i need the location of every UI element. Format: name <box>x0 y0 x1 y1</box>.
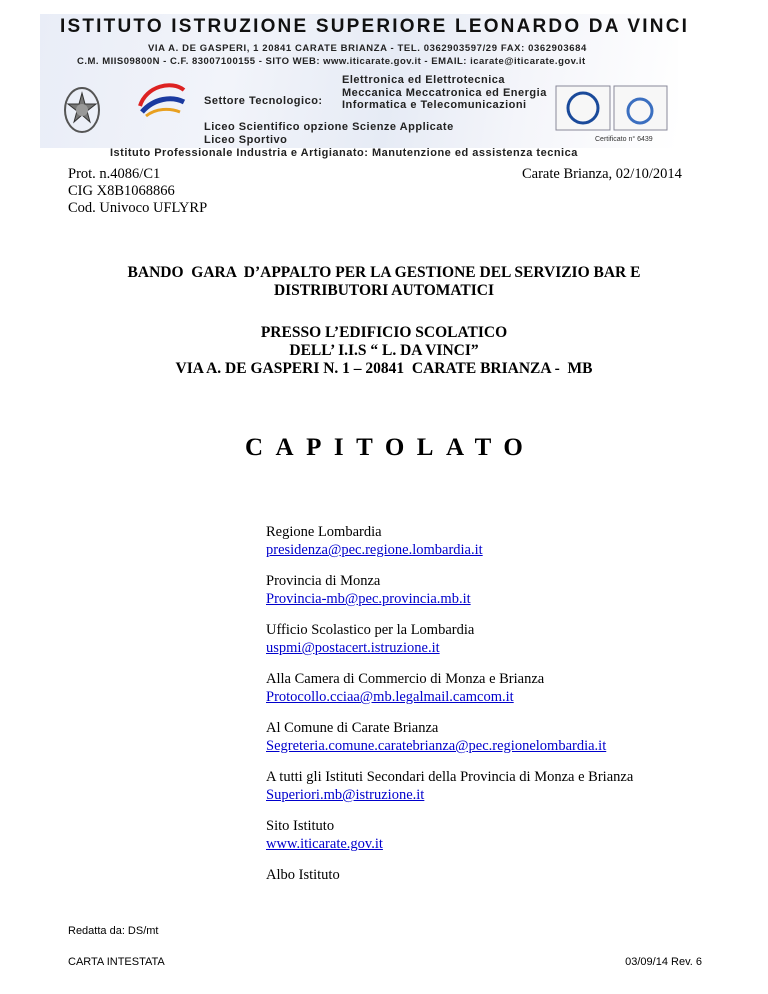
school-codes: C.M. MIIS09800N - C.F. 83007100155 - SITO WEB: www.iticarate.gov.it - EMAIL: icarate@iticarate.gov.it <box>77 56 586 67</box>
footer-author: Redatta da: DS/mt <box>68 925 159 937</box>
protocol-block <box>68 166 207 217</box>
protocol-number: Prot. n.4086/C1 <box>68 166 161 182</box>
recipient-name: Alla Camera di Commercio di Monza e Brianza <box>266 671 545 687</box>
title-line: PRESSO L’EDIFICIO SCOLATICO <box>260 324 508 341</box>
italian-emblem-icon <box>62 84 102 136</box>
recipient-name: Al Comune di Carate Brianza <box>266 720 439 736</box>
cig-code: CIG X8B1068866 <box>68 183 175 199</box>
capitolato-heading: CAPITOLATO <box>245 434 536 461</box>
title-line: DELL’ I.I.S “ L. DA VINCI” <box>289 342 479 359</box>
recipient-name: A tutti gli Istituti Secondari della Provincia di Monza e Brianza <box>266 769 634 785</box>
recipient <box>266 523 633 559</box>
recipient-email-link[interactable]: Superiori.mb@istruzione.it <box>266 787 425 803</box>
recipient <box>266 817 633 853</box>
liceo-list <box>204 121 454 147</box>
liceo-item: Liceo Scientifico opzione Scienze Applicate <box>204 121 454 133</box>
recipient <box>266 572 633 608</box>
certificate-number: Certificato n° 6439 <box>595 136 653 143</box>
tech-sector-list <box>342 74 547 112</box>
footer-letterhead-label: CARTA INTESTATA <box>68 956 165 968</box>
professional-institute: Istituto Professionale Industria e Artigianato: Manutenzione ed assistenza tecnica <box>110 147 578 159</box>
recipient <box>266 719 633 755</box>
tech-item: Informatica e Telecomunicazioni <box>342 99 527 111</box>
recipient <box>266 621 633 657</box>
tech-item: Meccanica Meccatronica ed Energia <box>342 86 547 99</box>
document-date: Carate Brianza, 02/10/2014 <box>522 166 682 182</box>
recipient-name: Sito Istituto <box>266 818 335 834</box>
tech-item: Elettronica ed Elettrotecnica <box>342 74 506 86</box>
recipient <box>266 866 633 884</box>
school-name: ISTITUTO ISTRUZIONE SUPERIORE LEONARDO DA VINCI <box>60 16 690 37</box>
recipient-name: Ufficio Scolastico per la Lombardia <box>266 622 475 638</box>
recipient-name: Albo Istituto <box>266 867 340 883</box>
tech-sector-label: Settore Tecnologico: <box>204 95 323 107</box>
title-line: BANDO GARA D’APPALTO PER LA GESTIONE DEL SERVIZIO BAR E <box>127 264 641 281</box>
footer-revision: 03/09/14 Rev. 6 <box>625 956 702 968</box>
univoco-code: Cod. Univoco UFLYRP <box>68 200 208 216</box>
recipient-website-link[interactable]: www.iticarate.gov.it <box>266 836 383 852</box>
letterhead-banner <box>40 14 690 159</box>
recipient-email-link[interactable]: Segreteria.comune.caratebrianza@pec.regionelombardia.it <box>266 738 607 754</box>
certification-logos-icon <box>554 84 669 136</box>
tender-title <box>0 264 768 300</box>
recipient-list <box>266 523 633 897</box>
recipient-email-link[interactable]: presidenza@pec.regione.lombardia.it <box>266 542 483 558</box>
recipient-name: Regione Lombardia <box>266 524 382 540</box>
recipient <box>266 670 633 706</box>
school-address: VIA A. DE GASPERI, 1 20841 CARATE BRIANZA - TEL. 0362903597/29 FAX: 0362903684 <box>148 43 587 54</box>
recipient-email-link[interactable]: Provincia-mb@pec.provincia.mb.it <box>266 591 471 607</box>
location-title <box>0 324 768 378</box>
liceo-item: Liceo Sportivo <box>204 134 288 146</box>
recipient-email-link[interactable]: uspmi@postacert.istruzione.it <box>266 640 440 656</box>
recipient <box>266 768 633 804</box>
title-line: VIA A. DE GASPERI N. 1 – 20841 CARATE BRIANZA - MB <box>175 360 593 377</box>
recipient-name: Provincia di Monza <box>266 573 381 589</box>
recipient-email-link[interactable]: Protocollo.cciaa@mb.legalmail.camcom.it <box>266 689 514 705</box>
school-logo-icon <box>136 76 188 120</box>
title-line: DISTRIBUTORI AUTOMATICI <box>273 282 495 299</box>
